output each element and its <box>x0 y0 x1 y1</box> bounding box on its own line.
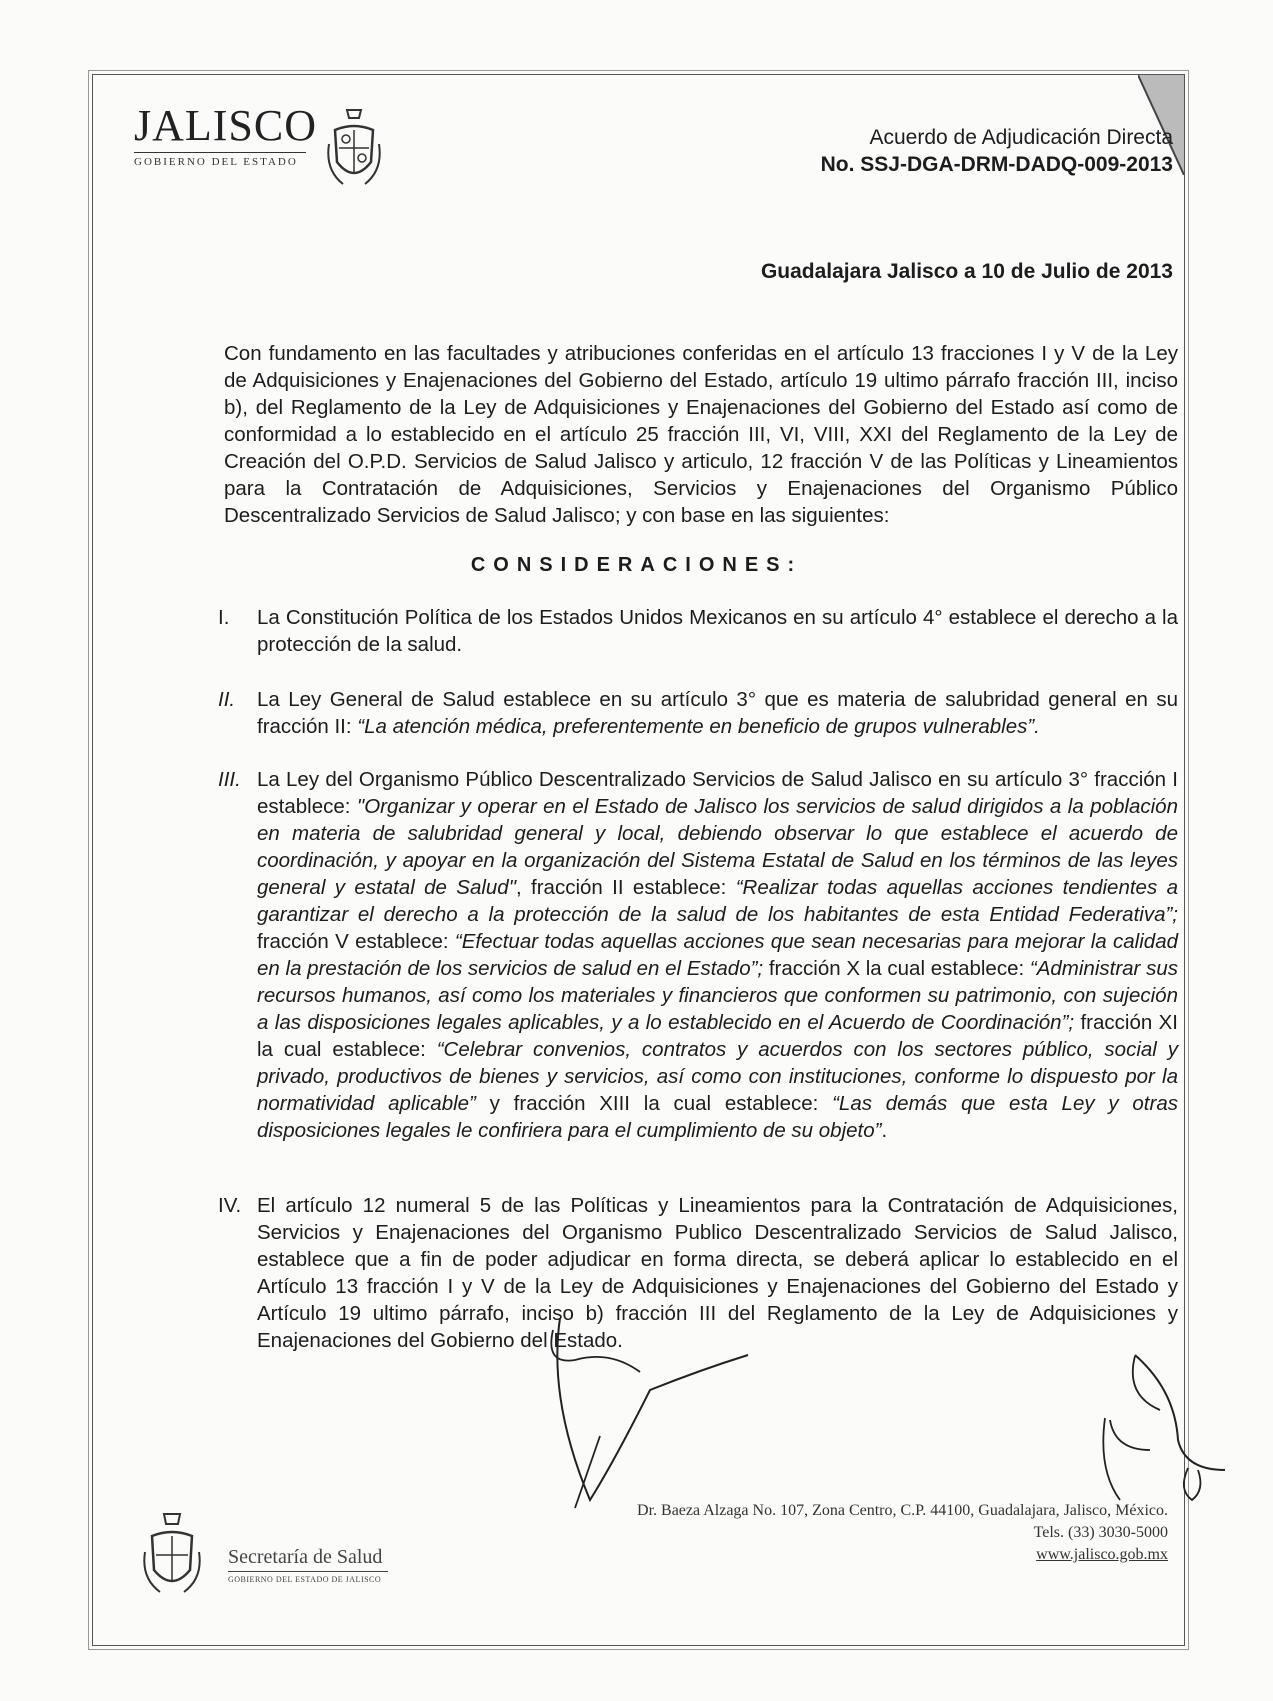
consideration-item <box>218 686 1178 740</box>
item-number: I. <box>218 606 230 629</box>
item-quote: “La atención médica, preferentemente en beneficio de grupos vulnerables”. <box>357 715 1040 738</box>
item-text-part: fracción V establece: <box>257 930 455 953</box>
footer-address-block <box>637 1500 1168 1566</box>
document-date: Guadalajara Jalisco a 10 de Julio de 2013 <box>760 260 1173 283</box>
item-text-part: fracción XI la cual establece: <box>257 1011 1178 1061</box>
item-number: III. <box>218 768 241 791</box>
consideration-item <box>218 604 1178 658</box>
item-text: El artículo 12 numeral 5 de las Políticas y Lineamientos para la Contratación de Adquisiciones, Servicios y Enajenaciones del Organismo Publico Descentralizado Servicios de Salud Jalisco, establece que a fin de poder adjudicar en forma directa, se deberá aplicar lo establecido en el Artículo 13 fracción I y V de la Ley de Adquisiciones y Enajenaciones del Gobierno del Estado y Artículo 19 ultimo párrafo, inciso b) fracción III del Reglamento de la Ley de Adquisiciones y Enajenaciones del Gobierno del Estado. <box>257 1194 1178 1352</box>
item-number: II. <box>218 688 236 711</box>
item-text-part: y fracción XIII la cual establece: <box>475 1092 833 1115</box>
item-quote: “Efectuar todas aquellas acciones que sean necesarias para mejorar la calidad en la prestación de los servicios de salud en el Estado”; <box>257 930 1178 980</box>
coat-of-arms-icon <box>140 1508 204 1600</box>
item-text <box>257 686 1178 740</box>
logo-rule <box>134 152 306 153</box>
item-number: IV. <box>218 1194 242 1217</box>
item-quote: “Administrar sus recursos humanos, así como los materiales y financieros que conformen su patrimonio, con sujeción a las disposiciones legales aplicables, y a lo establecido en el Acuerdo de Coordinación”; <box>257 957 1178 1034</box>
item-text-part: La Ley General de Salud establece en su artículo 3° que es materia de salubridad general en su fracción II: <box>257 688 1178 738</box>
department-title: Secretaría de Salud <box>228 1546 383 1568</box>
logo-subtitle: GOBIERNO DEL ESTADO <box>134 156 298 168</box>
agreement-reference <box>821 124 1173 178</box>
item-text: La Constitución Política de los Estados Unidos Mexicanos en su artículo 4° establece el derecho a la protección de la salud. <box>257 606 1178 656</box>
item-quote: “Las demás que esta Ley y otras disposiciones legales le confiriera para el cumplimiento de su objeto” <box>257 1092 1178 1142</box>
footer-phone: Tels. (33) 3030-5000 <box>1033 1524 1168 1541</box>
item-quote: “Celebrar convenios, contratos y acuerdos con los sectores público, social y privado, productivos de bienes y servicios, así como con instituciones, conforme lo dispuesto por la normatividad aplicable” <box>257 1038 1178 1115</box>
consideration-item <box>218 766 1178 1144</box>
department-subtitle: GOBIERNO DEL ESTADO DE JALISCO <box>228 1575 382 1584</box>
item-quote: “Realizar todas aquellas acciones tendientes a garantizar el derecho a la protección de la salud de los habitantes de esta Entidad Federativa”; <box>257 876 1178 926</box>
item-text-part: , fracción II establece: <box>515 876 736 899</box>
item-quote: "Organizar y operar en el Estado de Jalisco los servicios de salud dirigidos a la población en materia de salubridad general y local, debiendo observar lo que establece el acuerdo de coordinación, y apoyar en la organización del Sistema Estatal de Salud en los términos de las leyes general y estatal de Salud" <box>257 795 1178 899</box>
agreement-title: Acuerdo de Adjudicación Directa <box>869 126 1173 149</box>
item-text <box>257 766 1178 1144</box>
intro-paragraph: Con fundamento en las facultades y atribuciones conferidas en el artículo 13 fracciones I y V de la Ley de Adquisiciones y Enajenaciones del Gobierno del Estado, artículo 19 ultimo párrafo fracción III, inciso b), del Reglamento de la Ley de Adquisiciones y Enajenaciones del Gobierno del Estado así como de conformidad a lo establecido en el artículo 25 fracción III, VI, VIII, XXI del Reglamento de la Ley de Creación del O.P.D. Servicios de Salud Jalisco y articulo, 12 fracción V de las Políticas y Lineamientos para la Contratación de Adquisiciones, Servicios y Enajenaciones del Organismo Público Descentralizado Servicios de Salud Jalisco; y con base en las siguientes: <box>224 342 1178 527</box>
section-heading: CONSIDERACIONES: <box>470 554 803 576</box>
footer-website-link[interactable]: www.jalisco.gob.mx <box>1036 1546 1168 1563</box>
department-logo <box>228 1546 388 1584</box>
item-text-part: . <box>881 1119 888 1142</box>
coat-of-arms-icon <box>325 104 383 192</box>
jalisco-logo <box>134 101 318 168</box>
logo-wordmark: JALISCO <box>134 101 318 150</box>
item-text-part: fracción X la cual establece: <box>763 957 1030 980</box>
item-text-part: La Ley del Organismo Público Descentralizado Servicios de Salud Jalisco en su artículo 3° fracción I establece: <box>257 768 1178 818</box>
footer-address: Dr. Baeza Alzaga No. 107, Zona Centro, C.P. 44100, Guadalajara, Jalisco, México. <box>637 1502 1168 1519</box>
department-rule <box>228 1571 388 1572</box>
consideration-item <box>218 1192 1178 1354</box>
agreement-number: No. SSJ-DGA-DRM-DADQ-009-2013 <box>820 153 1173 176</box>
